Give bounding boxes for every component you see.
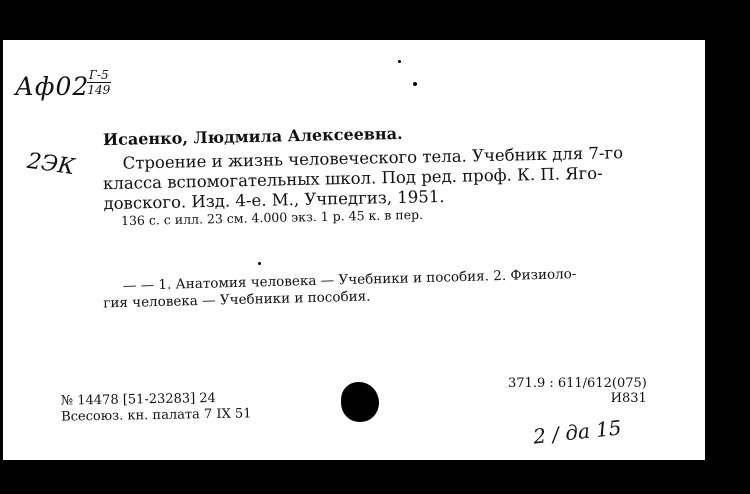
side-handwritten-note: 2ЭК	[25, 148, 77, 181]
shelf-fraction-numerator: Г-5	[89, 68, 109, 82]
ink-blot	[341, 382, 379, 422]
title-line: класса вспомогательных школ. Под ред. проф. К. П. Яго-	[102, 163, 603, 194]
order-line: № 14478 [51-23283] 24	[60, 390, 217, 409]
subject-headings	[103, 266, 577, 312]
classification-block	[508, 376, 647, 406]
bottom-handwriting: 2 / да 15	[531, 415, 623, 449]
order-number-block	[61, 390, 252, 425]
title-line: Строение и жизнь человеческого тела. Учебник для 7-го	[122, 143, 624, 173]
physical-description: 136 с. с илл. 23 см. 4.000 экз. 1 р. 45 к. в пер.	[120, 206, 424, 229]
classification-line: И831	[610, 391, 647, 406]
shelf-code: Аф02	[15, 72, 90, 101]
classification-line: 371.9 : 611/612(075)	[508, 376, 647, 391]
subject-line: — — 1. Анатомия человека — Учебники и пособия. 2. Физиоло-	[122, 266, 577, 294]
title-line: довского. Изд. 4-е. М., Учпедгиз, 1951.	[103, 186, 445, 214]
catalog-card	[3, 40, 705, 460]
order-line: Всесоюз. кн. палата 7 IX 51	[61, 406, 252, 425]
subject-line: гия человека — Учебники и пособия.	[103, 288, 371, 312]
title-block	[102, 142, 668, 214]
ink-dot	[258, 262, 261, 265]
ink-dot	[413, 82, 417, 86]
ink-dot	[398, 60, 401, 63]
shelf-fraction-denominator: 149	[87, 83, 111, 97]
author-heading: Исаенко, Людмила Алексеевна.	[102, 123, 403, 150]
shelf-fraction	[87, 68, 111, 97]
